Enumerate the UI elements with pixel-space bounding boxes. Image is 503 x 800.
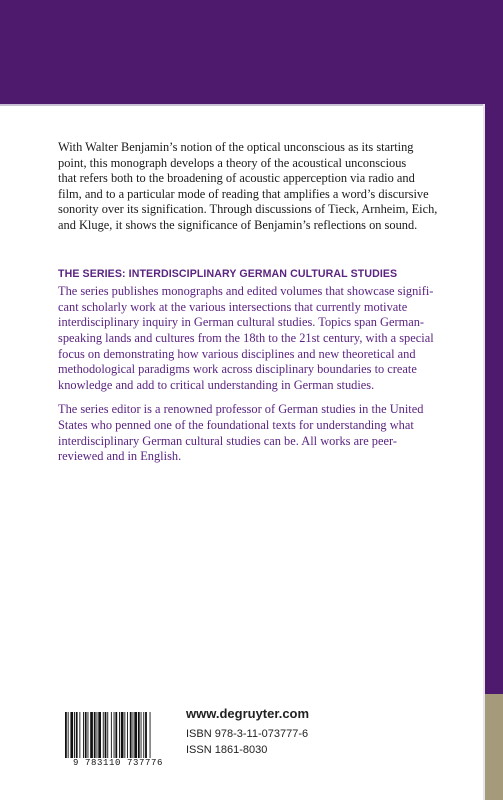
barcode-bar [85, 712, 87, 758]
barcode-bar [114, 712, 115, 758]
series-heading: THE SERIES: INTERDISCIPLINARY GERMAN CULTURAL STUDIES [58, 267, 398, 280]
abstract-line: point, this monograph develops a theory of the acoustical unconscious [58, 155, 407, 170]
abstract-line: and Kluge, it shows the significance of Benjamin’s reflections on sound. [58, 217, 418, 232]
barcode-bar [76, 712, 78, 758]
barcode-bar [65, 712, 67, 758]
issn-number: ISSN 1861-8030 [186, 744, 268, 756]
barcode-bar [124, 712, 125, 758]
barcode-bar [94, 712, 96, 758]
barcode-bars [62, 712, 174, 758]
abstract-line: that refers both to the broadening of acoustic apperception via radio and [58, 171, 415, 186]
series-line: methodological paradigms work across disciplinary boundaries to create [58, 362, 417, 377]
barcode-bar [133, 712, 134, 758]
isbn-number: ISBN 978-3-11-073777-6 [186, 728, 309, 740]
barcode-bar [138, 712, 140, 758]
series-line: speaking lands and cultures from the 18th to the 21st century, with a special [58, 330, 434, 345]
barcode-bar [88, 712, 89, 758]
barcode-bar [121, 712, 124, 758]
barcode-bar [103, 712, 104, 758]
barcode-bar [130, 712, 132, 758]
barcode-bar [97, 712, 98, 758]
barcode-bar [107, 712, 108, 758]
barcode-bar [127, 712, 128, 758]
barcode-bar [90, 712, 93, 758]
series-line: knowledge and add to critical understanding in German studies. [58, 377, 375, 392]
barcode-bar [150, 712, 151, 758]
barcode-bar [115, 712, 117, 758]
barcode-bar [105, 712, 107, 758]
barcode-bar [83, 712, 84, 758]
barcode-bar [143, 712, 144, 758]
barcode-bar [70, 712, 73, 758]
barcode-bar [145, 712, 147, 758]
barcode-bar [68, 712, 69, 758]
barcode-digits: 9 783110 737776 [72, 758, 163, 768]
editor-line: reviewed and in English. [58, 449, 182, 464]
editor-line: States who penned one of the foundational texts for understanding what [58, 417, 414, 432]
series-line: The series publishes monographs and edited volumes that showcase signifi- [58, 284, 434, 299]
back-cover-text [58, 140, 470, 465]
barcode-bar [111, 712, 112, 758]
barcode-bar [141, 712, 142, 758]
editor-line: interdisciplinary German cultural studies can be. All works are peer- [58, 433, 397, 448]
barcode-bar [98, 712, 101, 758]
series-line: cant scholarly work at the various intersections that currently motivate [58, 299, 408, 314]
publisher-info [186, 706, 446, 758]
editor-line: The series editor is a renowned professor of German studies in the United [58, 402, 424, 417]
barcode-bar [79, 712, 80, 758]
barcode-bar [119, 712, 120, 758]
barcode-bar [134, 712, 137, 758]
cover-top-rule [0, 104, 503, 106]
series-line: focus on demonstrating how various disciplines and new theoretical and [58, 346, 416, 361]
barcode-bar [74, 712, 75, 758]
spine-strip-bottom [485, 694, 503, 800]
publisher-url: www.degruyter.com [186, 706, 310, 721]
series-line: interdisciplinary inquiry in German cultural studies. Topics span German- [58, 315, 425, 330]
book-abstract [58, 140, 470, 234]
series-editor-paragraph [58, 402, 470, 464]
abstract-line: With Walter Benjamin’s notion of the optical unconscious as its starting [58, 140, 414, 154]
isbn-barcode [62, 712, 174, 768]
cover-top-band [0, 0, 503, 104]
series-description [58, 284, 470, 393]
spine-strip [485, 104, 503, 694]
abstract-line: sonority over its signification. Through discussions of Tieck, Arnheim, Eich, [58, 202, 438, 217]
abstract-line: film, and to a particular mode of reading that amplifies a word’s discursive [58, 186, 429, 201]
